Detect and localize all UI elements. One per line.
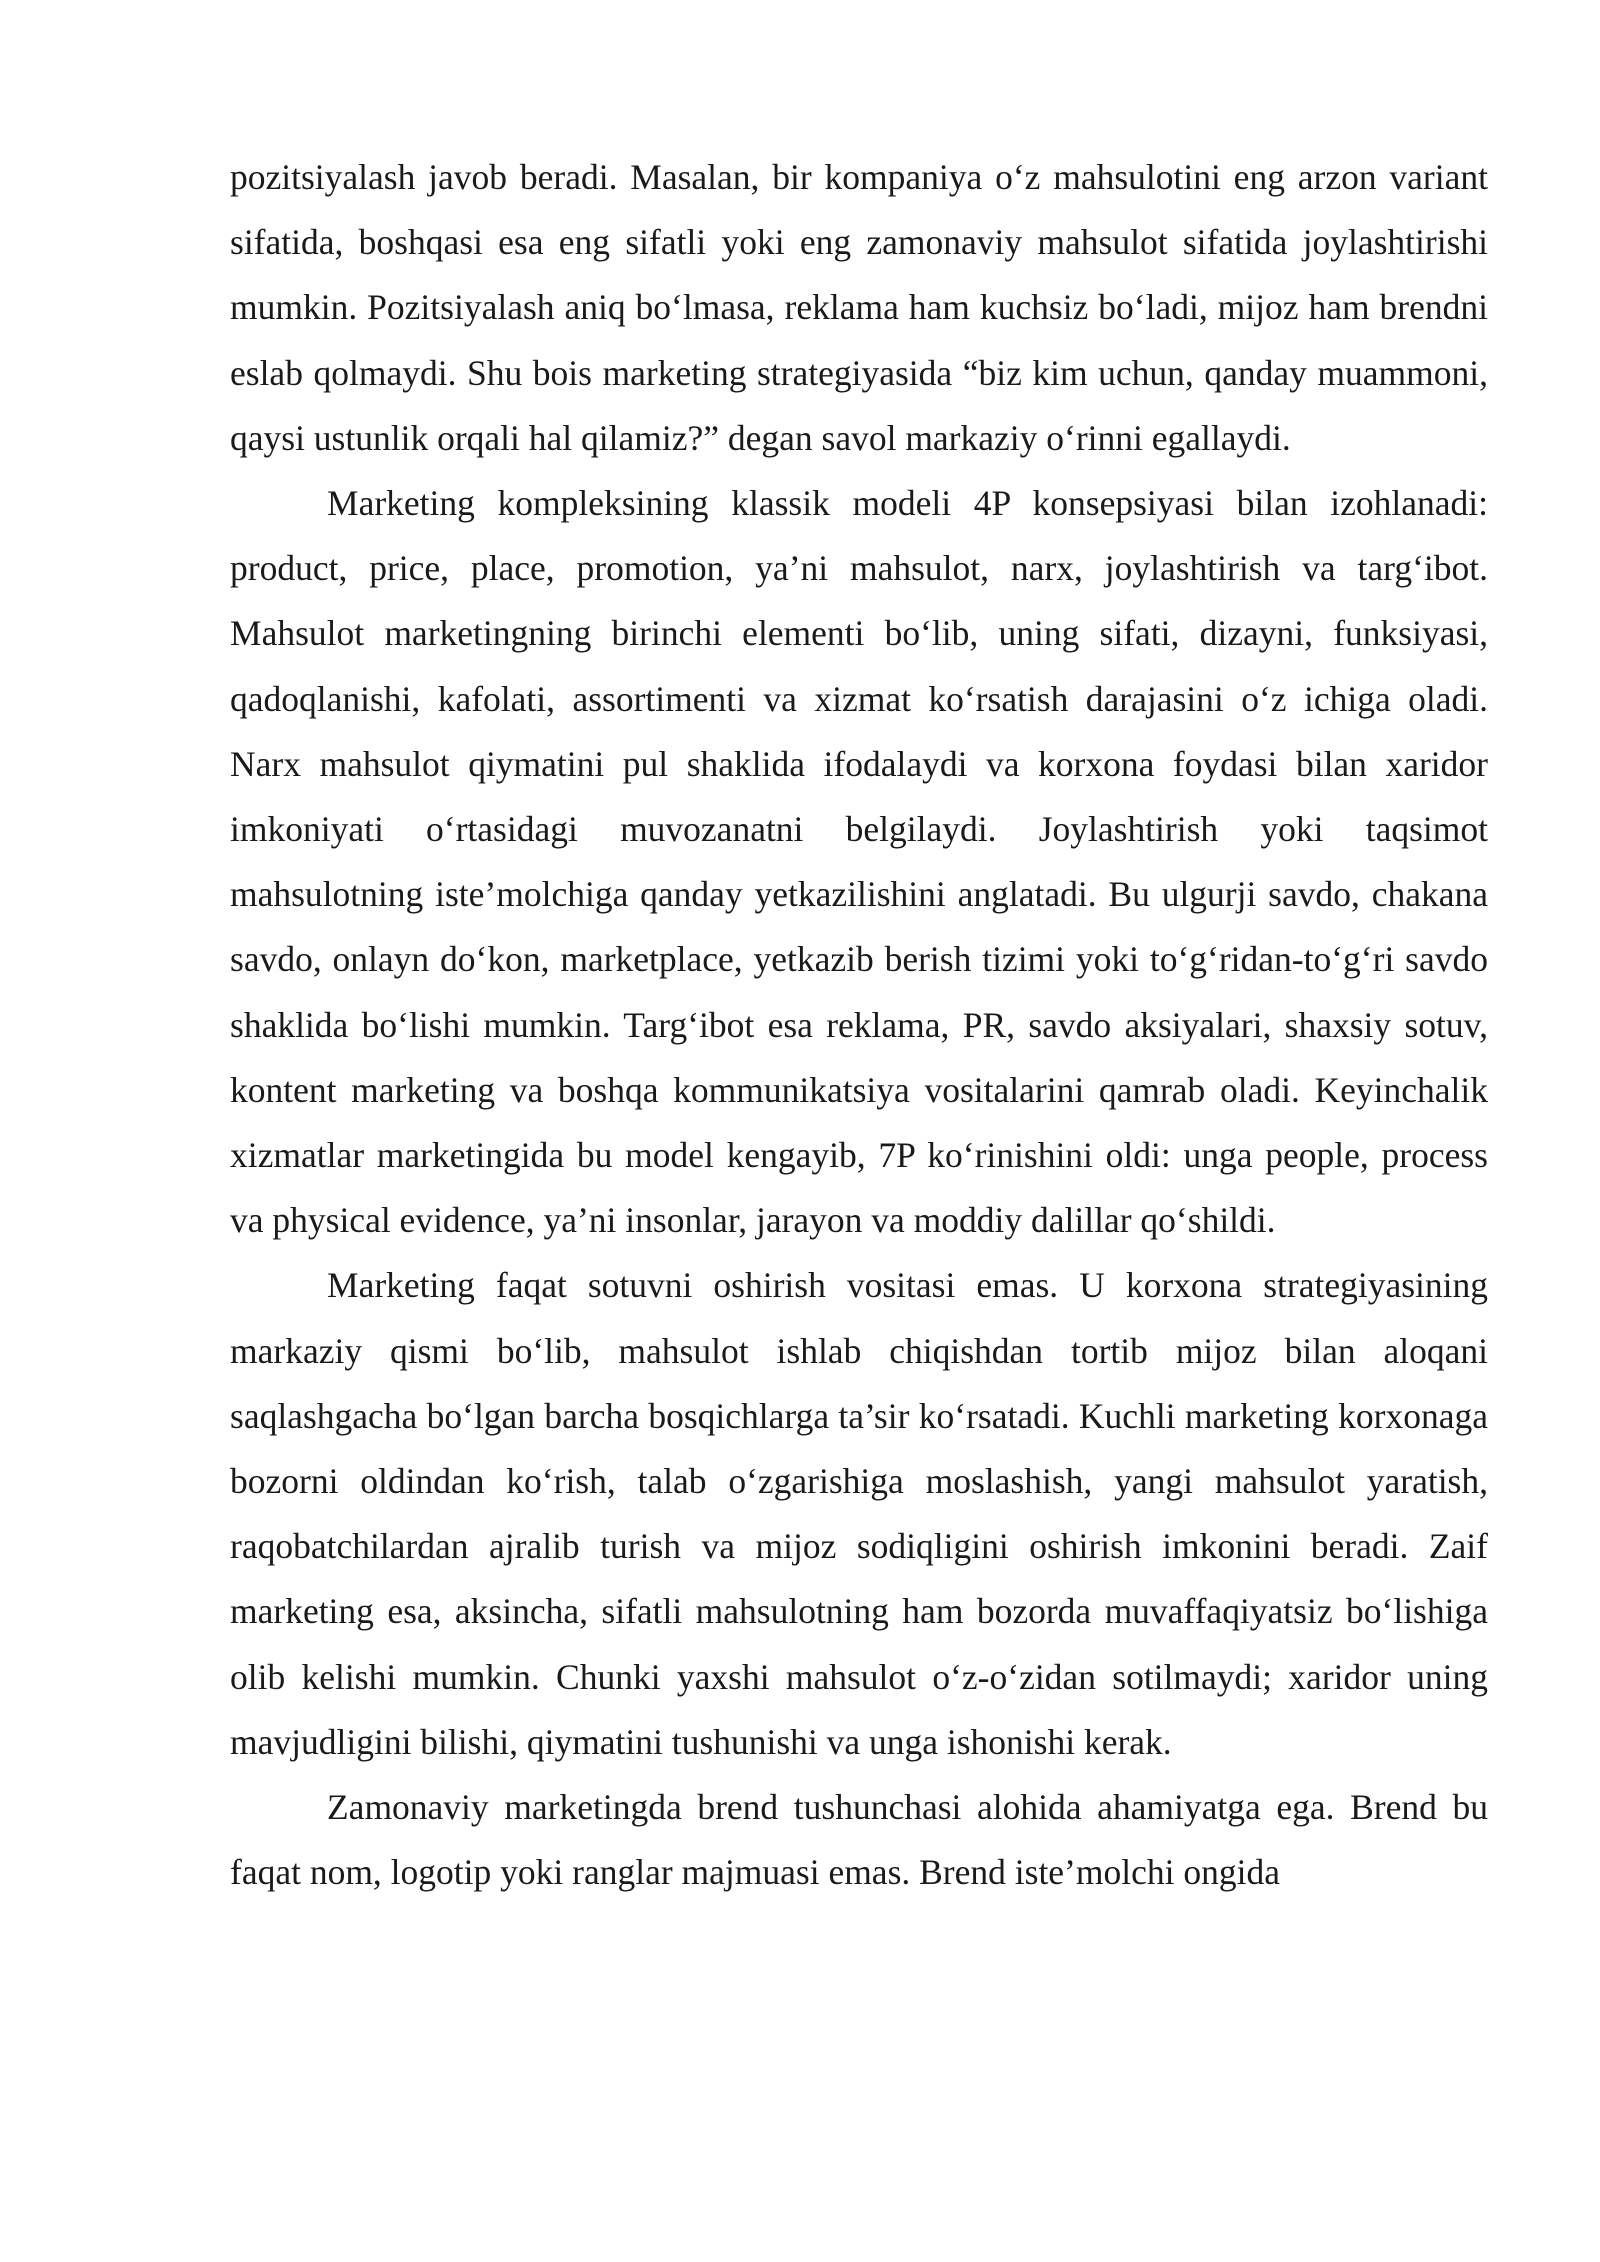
paragraph-positioning-continued: pozitsiyalash javob beradi. Masalan, bir kompaniya o‘z mahsulotini eng arzon variant sifatida, boshqasi esa eng sifatli yoki eng zamonaviy mahsulot sifatida joylashtirishi mumkin. Pozitsiyalash aniq bo‘lmasa, reklama ham kuchsiz bo‘ladi, mijoz ham brendni eslab qolmaydi. Shu bois marketing strategiyasida “biz kim uchun, qanday muammoni, qaysi ustunlik orqali hal qilamiz?” degan savol markaziy o‘rinni egallaydi.	[230, 157, 1488, 458]
paragraph-marketing-mix: Marketing kompleksining klassik modeli 4P konsepsiyasi bilan izohlanadi: product, price, place, promotion, ya’ni mahsulot, narx, joylashtirish va targ‘ibot. Mahsulot marketingning birinchi elementi bo‘lib, uning sifati, dizayni, funksiyasi, qadoqlanishi, kafolati, assortimenti va xizmat ko‘rsatish darajasini o‘z ichiga oladi. Narx mahsulot qiymatini pul shaklida ifodalaydi va korxona foydasi bilan xaridor imkoniyati o‘rtasidagi muvozanatni belgilaydi. Joylashtirish yoki taqsimot mahsulotning iste’molchiga qanday yetkazilishini anglatadi. Bu ulgurji savdo, chakana savdo, onlayn do‘kon, marketplace, yetkazib berish tizimi yoki to‘g‘ridan-to‘g‘ri savdo shaklida bo‘lishi mumkin. Targ‘ibot esa reklama, PR, savdo aksiyalari, shaxsiy sotuv, kontent marketing va boshqa kommunikatsiya vositalarini qamrab oladi. Keyinchalik xizmatlar marketingida bu model kengayib, 7P ko‘rinishini oldi: unga people, process va physical evidence, ya’ni insonlar, jarayon va moddiy dalillar qo‘shildi.	[230, 483, 1488, 1241]
paragraph-brand: Zamonaviy marketingda brend tushunchasi alohida ahamiyatga ega. Brend bu faqat nom, logotip yoki ranglar majmuasi emas. Brend iste’molchi ongida	[230, 1787, 1488, 1893]
document-body	[230, 145, 1488, 1905]
paragraph-marketing-strategy: Marketing faqat sotuvni oshirish vositasi emas. U korxona strategiyasining markaziy qismi bo‘lib, mahsulot ishlab chiqishdan tortib mijoz bilan aloqani saqlashgacha bo‘lgan barcha bosqichlarga ta’sir ko‘rsatadi. Kuchli marketing korxonaga bozorni oldindan ko‘rish, talab o‘zgarishiga moslashish, yangi mahsulot yaratish, raqobatchilardan ajralib turish va mijoz sodiqligini oshirish imkonini beradi. Zaif marketing esa, aksincha, sifatli mahsulotning ham bozorda muvaffaqiyatsiz bo‘lishiga olib kelishi mumkin. Chunki yaxshi mahsulot o‘z-o‘zidan sotilmaydi; xaridor uning mavjudligini bilishi, qiymatini tushunishi va unga ishonishi kerak.	[230, 1265, 1488, 1762]
